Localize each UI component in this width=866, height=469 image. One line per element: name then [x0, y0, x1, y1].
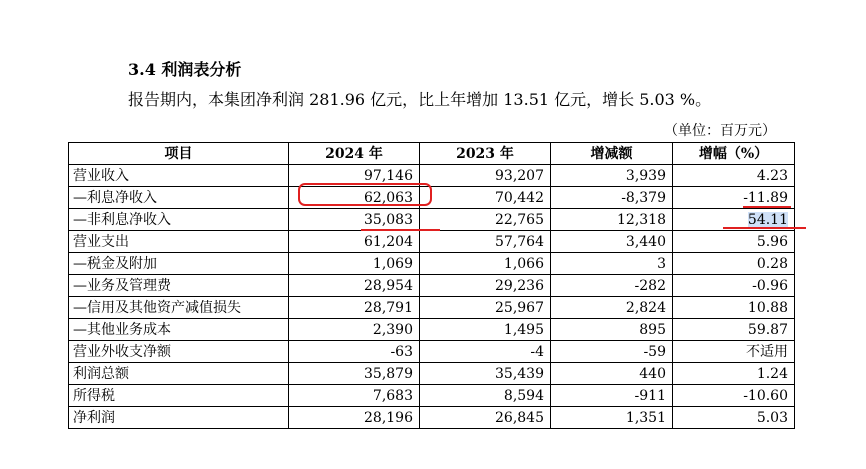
table-row — [69, 341, 795, 363]
header-growth: 增幅（%） — [673, 143, 795, 165]
cell-2024: -63 — [289, 341, 420, 363]
cell-2024: 62,063 — [289, 187, 420, 209]
cell-growth: -11.89 — [673, 187, 795, 209]
cell-change: -911 — [551, 385, 673, 407]
cell-growth: 59.87 — [673, 319, 795, 341]
cell-change: 1,351 — [551, 407, 673, 429]
cell-growth: 不适用 — [673, 341, 795, 363]
cell-2023: 1,066 — [420, 253, 551, 275]
cell-growth: 1.24 — [673, 363, 795, 385]
table-row — [69, 297, 795, 319]
cell-change: 895 — [551, 319, 673, 341]
cell-2023: 1,495 — [420, 319, 551, 341]
table-row — [69, 385, 795, 407]
cell-change: 3 — [551, 253, 673, 275]
table-row — [69, 231, 795, 253]
cell-2024: 35,083 — [289, 209, 420, 231]
summary-paragraph: 报告期内，本集团净利润 281.96 亿元，比上年增加 13.51 亿元，增长 5.03 %。 — [128, 90, 712, 109]
row-label: 净利润 — [69, 407, 289, 429]
row-label: 所得税 — [69, 385, 289, 407]
cell-2024: 28,954 — [289, 275, 420, 297]
cell-growth: 10.88 — [673, 297, 795, 319]
cell-2024: 28,791 — [289, 297, 420, 319]
table-row — [69, 187, 795, 209]
row-label: 营业收入 — [69, 165, 289, 187]
cell-change: 12,318 — [551, 209, 673, 231]
cell-2024: 97,146 — [289, 165, 420, 187]
table-row — [69, 319, 795, 341]
cell-change: 3,939 — [551, 165, 673, 187]
header-2023: 2023 年 — [420, 143, 551, 165]
cell-2023: 70,442 — [420, 187, 551, 209]
cell-growth: -0.96 — [673, 275, 795, 297]
cell-2023: 29,236 — [420, 275, 551, 297]
cell-2023: -4 — [420, 341, 551, 363]
cell-2023: 25,967 — [420, 297, 551, 319]
cell-2023: 22,765 — [420, 209, 551, 231]
table-row — [69, 209, 795, 231]
cell-change: 3,440 — [551, 231, 673, 253]
row-label: —税金及附加 — [69, 253, 289, 275]
cell-change: -8,379 — [551, 187, 673, 209]
row-label: —利息净收入 — [69, 187, 289, 209]
cell-change: 2,824 — [551, 297, 673, 319]
row-label: —信用及其他资产减值损失 — [69, 297, 289, 319]
row-label: 营业支出 — [69, 231, 289, 253]
table-row — [69, 253, 795, 275]
cell-change: -282 — [551, 275, 673, 297]
cell-2023: 35,439 — [420, 363, 551, 385]
cell-growth: 5.96 — [673, 231, 795, 253]
cell-growth: -10.60 — [673, 385, 795, 407]
cell-growth: 5.03 — [673, 407, 795, 429]
cell-2024: 7,683 — [289, 385, 420, 407]
cell-2023: 93,207 — [420, 165, 551, 187]
cell-2024: 2,390 — [289, 319, 420, 341]
cell-2024: 28,196 — [289, 407, 420, 429]
cell-change: 440 — [551, 363, 673, 385]
table-row — [69, 275, 795, 297]
row-label: 利润总额 — [69, 363, 289, 385]
table-row — [69, 407, 795, 429]
table-row — [69, 363, 795, 385]
row-label: —非利息净收入 — [69, 209, 289, 231]
cell-2023: 57,764 — [420, 231, 551, 253]
row-label: —业务及管理费 — [69, 275, 289, 297]
section-title: 3.4 利润表分析 — [128, 60, 242, 79]
cell-growth: 4.23 — [673, 165, 795, 187]
cell-change: -59 — [551, 341, 673, 363]
header-2024: 2024 年 — [289, 143, 420, 165]
row-label: —其他业务成本 — [69, 319, 289, 341]
cell-2024: 1,069 — [289, 253, 420, 275]
header-change: 增减额 — [551, 143, 673, 165]
table-row — [69, 165, 795, 187]
cell-2024: 35,879 — [289, 363, 420, 385]
cell-2023: 8,594 — [420, 385, 551, 407]
table-header-row — [69, 143, 795, 165]
selected-text: 54.11 — [747, 211, 788, 228]
unit-note: （单位：百万元） — [664, 123, 776, 139]
row-label: 营业外收支净额 — [69, 341, 289, 363]
header-item: 项目 — [69, 143, 289, 165]
cell-growth: 0.28 — [673, 253, 795, 275]
cell-2023: 26,845 — [420, 407, 551, 429]
income-statement-table — [68, 142, 795, 429]
cell-growth — [673, 209, 795, 231]
cell-2024: 61,204 — [289, 231, 420, 253]
